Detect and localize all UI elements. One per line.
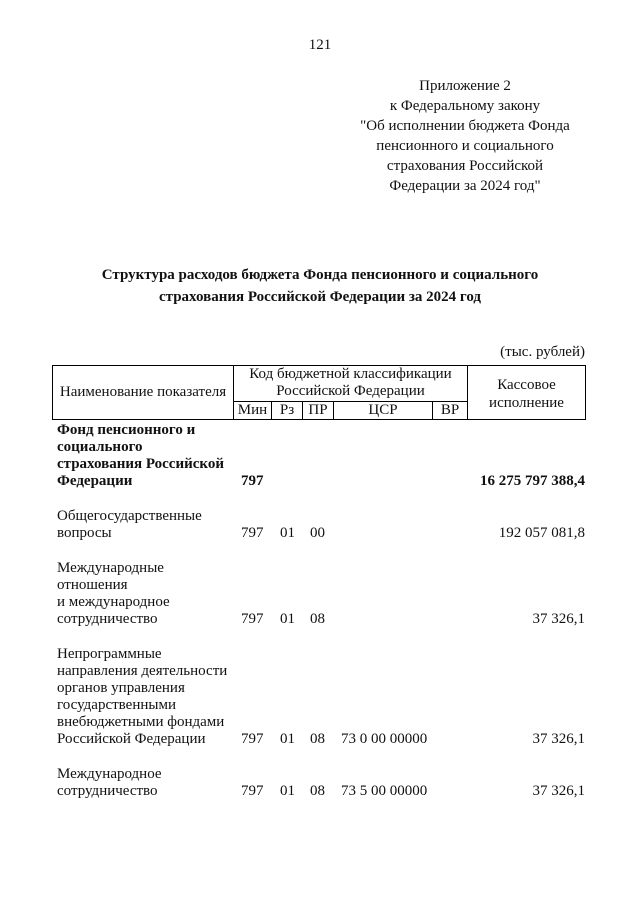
header-bottom-border [52, 419, 586, 420]
row-csr: 73 5 00 00000 [341, 783, 428, 799]
row-name-line: Российской Федерации [57, 731, 206, 747]
row-name [57, 422, 232, 490]
row-name-line: Федерации [57, 473, 133, 489]
row-name-line: Международное [57, 766, 162, 782]
row-name [57, 560, 232, 628]
row-name-line: Международные [57, 560, 164, 576]
row-min: 797 [241, 525, 264, 541]
row-name-line: Фонд пенсионного и [57, 422, 196, 438]
row-pr: 08 [310, 611, 325, 627]
row-rz: 01 [280, 611, 295, 627]
header-pr: ПР [308, 402, 328, 418]
table-row [0, 766, 640, 802]
row-pr: 08 [310, 731, 325, 747]
annex-line: "Об исполнении бюджета Фонда [360, 118, 570, 134]
row-name [57, 766, 232, 800]
annex-line: Федерации за 2024 год" [389, 178, 541, 194]
row-name-line: Общегосударственные [57, 508, 202, 524]
row-name-line: сотрудничество [57, 783, 158, 799]
row-name-line: Непрограммные [57, 646, 162, 662]
annex-line: к Федеральному закону [389, 98, 541, 114]
table-row [0, 422, 640, 494]
annex-line: страхования Российской [386, 158, 544, 174]
row-name [57, 508, 232, 542]
header-right-border [585, 365, 586, 420]
row-pr: 00 [310, 525, 325, 541]
row-name-line: государственными [57, 697, 176, 713]
page-number: 121 [308, 37, 332, 53]
row-rz: 01 [280, 525, 295, 541]
title-line: Структура расходов бюджета Фонда пенсионного и социального [101, 267, 539, 283]
row-name-line: отношения [57, 577, 128, 593]
row-name-line: и международное [57, 594, 170, 610]
header-amount-line: Кассовое [497, 377, 556, 393]
row-name-line: вопросы [57, 525, 112, 541]
row-amount: 37 326,1 [532, 611, 585, 627]
row-pr: 08 [310, 783, 325, 799]
title-line: страхования Российской Федерации за 2024 год [159, 289, 481, 305]
row-min: 797 [241, 611, 264, 627]
row-amount: 16 275 797 388,4 [480, 473, 585, 489]
row-min: 797 [241, 473, 264, 489]
table-row [0, 560, 640, 630]
row-name [57, 646, 232, 748]
annex-line: пенсионного и социального [376, 138, 554, 154]
header-min: Мин [237, 402, 268, 418]
row-amount: 37 326,1 [532, 783, 585, 799]
table-row [0, 508, 640, 544]
row-rz: 01 [280, 783, 295, 799]
row-name-line: сотрудничество [57, 611, 158, 627]
header-code-group-line: Код бюджетной классификации [249, 366, 452, 382]
header-code-group [234, 366, 467, 400]
row-name-line: внебюджетными фондами [57, 714, 225, 730]
row-amount: 192 057 081,8 [498, 525, 585, 541]
header-name: Наименование показателя [59, 384, 227, 400]
row-name-line: социального [57, 439, 143, 455]
row-amount: 37 326,1 [532, 731, 585, 747]
row-csr: 73 0 00 00000 [341, 731, 428, 747]
document-title [40, 264, 600, 308]
header-rz: Рз [279, 402, 295, 418]
header-amount-line: исполнение [489, 395, 564, 411]
header-csr: ЦСР [368, 402, 398, 418]
row-min: 797 [241, 731, 264, 747]
header-vr: ВР [440, 402, 460, 418]
row-rz: 01 [280, 731, 295, 747]
annex-line: Приложение 2 [419, 78, 511, 94]
unit-label: (тыс. рублей) [500, 344, 585, 360]
header-amount [468, 376, 585, 412]
row-name-line: органов управления [57, 680, 185, 696]
header-code-group-line: Российской Федерации [276, 383, 425, 399]
row-name-line: направления деятельности [57, 663, 228, 679]
row-name-line: страхования Российской [57, 456, 224, 472]
row-min: 797 [241, 783, 264, 799]
annex-block [340, 76, 590, 196]
table-row [0, 646, 640, 750]
